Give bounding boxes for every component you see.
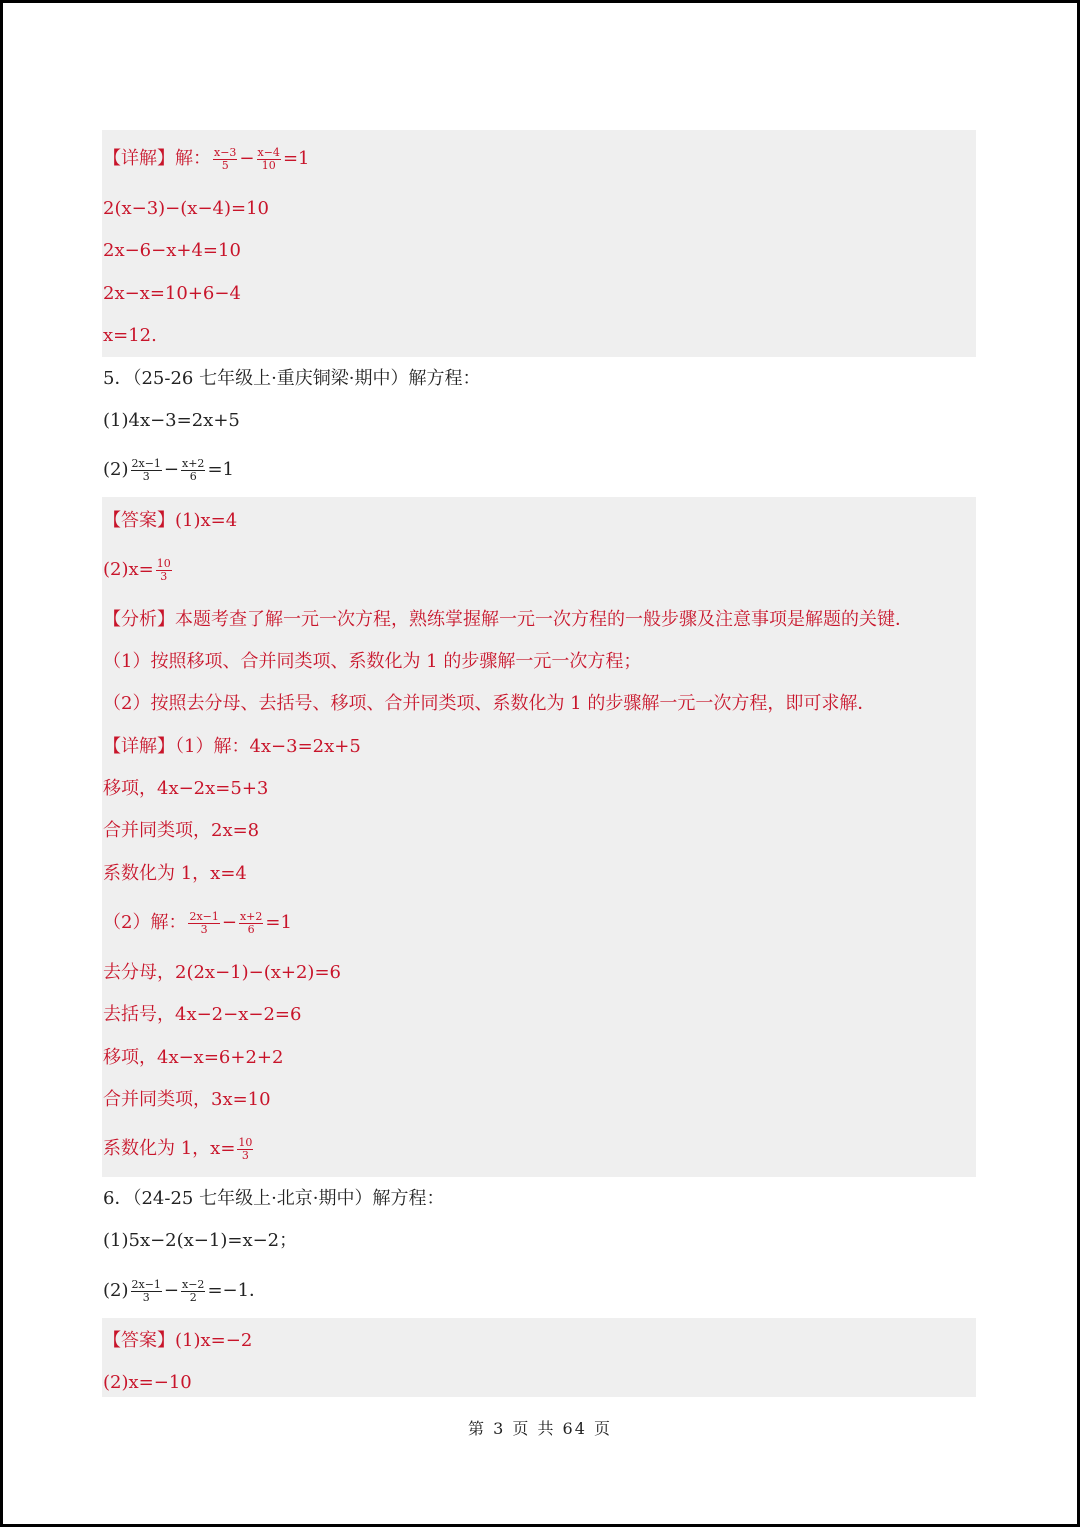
q6-part-1: (1)5x−2(x−1)=x−2； bbox=[103, 1230, 298, 1251]
q5-answer-2: (2)x= $\frac{10}{3}$ bbox=[103, 556, 171, 583]
q5-d2-step-4: 合并同类项，3x=10 bbox=[103, 1089, 271, 1110]
fraction: $\frac{2x-1}{3}$ bbox=[131, 456, 161, 483]
q5-answer-1: 【答案】(1)x=4 bbox=[103, 510, 238, 531]
fraction: $\frac{x-2}{2}$ bbox=[182, 1277, 205, 1304]
q4-detail-intro: 【详解】解： $\frac{x-3}{5}$ − $\frac{x-4}{10}$ =1 bbox=[103, 145, 310, 172]
fraction: $\frac{2x-1}{3}$ bbox=[189, 909, 219, 936]
q5-stem: 5．（25-26 七年级上·重庆铜梁·期中）解方程： bbox=[103, 368, 481, 389]
document-page bbox=[3, 3, 1077, 1524]
q5-detail-1-intro: 【详解】（1）解：4x−3=2x+5 bbox=[103, 736, 361, 757]
fraction: $\frac{x-3}{5}$ bbox=[214, 145, 237, 172]
q5-analysis: 【分析】本题考查了解一元一次方程，熟练掌握解一元一次方程的一般步骤及注意事项是解题的关键． bbox=[103, 609, 913, 630]
q4-step-3: 2x−x=10+6−4 bbox=[103, 283, 241, 304]
q6-part-2: (2) $\frac{2x-1}{3}$ − $\frac{x-2}{2}$ =−1． bbox=[103, 1277, 268, 1304]
q5-analysis-1: （1）按照移项、合并同类项、系数化为 1 的步骤解一元一次方程； bbox=[103, 651, 642, 672]
q6-answer-1: 【答案】(1)x=−2 bbox=[103, 1330, 253, 1351]
fraction: $\frac{x-4}{10}$ bbox=[257, 145, 280, 172]
fraction: $\frac{x+2}{6}$ bbox=[182, 456, 205, 483]
page-footer: 第 3 页 共 64 页 bbox=[468, 1419, 612, 1438]
fraction: $\frac{2x-1}{3}$ bbox=[131, 1277, 161, 1304]
q5-d2-step-2: 去括号，4x−2−x−2=6 bbox=[103, 1004, 302, 1025]
q5-detail-2-intro: （2）解： $\frac{2x-1}{3}$ − $\frac{x+2}{6}$ =1 bbox=[103, 909, 292, 936]
q5-d2-step-5: 系数化为 1，x= $\frac{10}{3}$ bbox=[103, 1135, 253, 1162]
fraction: $\frac{10}{3}$ bbox=[156, 556, 171, 583]
q4-step-2: 2x−6−x+4=10 bbox=[103, 240, 241, 261]
q5-d1-step-1: 移项，4x−2x=5+3 bbox=[103, 778, 269, 799]
fraction: $\frac{10}{3}$ bbox=[238, 1135, 253, 1162]
q5-d2-step-3: 移项，4x−x=6+2+2 bbox=[103, 1047, 284, 1068]
q5-part-2: (2) $\frac{2x-1}{3}$ − $\frac{x+2}{6}$ =1 bbox=[103, 456, 234, 483]
q5-analysis-2: （2）按照去分母、去括号、移项、合并同类项、系数化为 1 的步骤解一元一次方程，即可求解． bbox=[103, 693, 876, 714]
q6-stem: 6．（24-25 七年级上·北京·期中）解方程： bbox=[103, 1188, 445, 1209]
q4-step-4: x=12. bbox=[103, 325, 157, 346]
q5-d1-step-3: 系数化为 1，x=4 bbox=[103, 863, 247, 884]
q6-answer-2: (2)x=−10 bbox=[103, 1372, 192, 1393]
fraction: $\frac{x+2}{6}$ bbox=[239, 909, 263, 936]
q5-part-1: (1)4x−3=2x+5 bbox=[103, 410, 240, 431]
q5-d2-step-1: 去分母，2(2x−1)−(x+2)=6 bbox=[103, 962, 341, 983]
q4-step-1: 2(x−3)−(x−4)=10 bbox=[103, 198, 269, 219]
q5-d1-step-2: 合并同类项，2x=8 bbox=[103, 820, 260, 841]
